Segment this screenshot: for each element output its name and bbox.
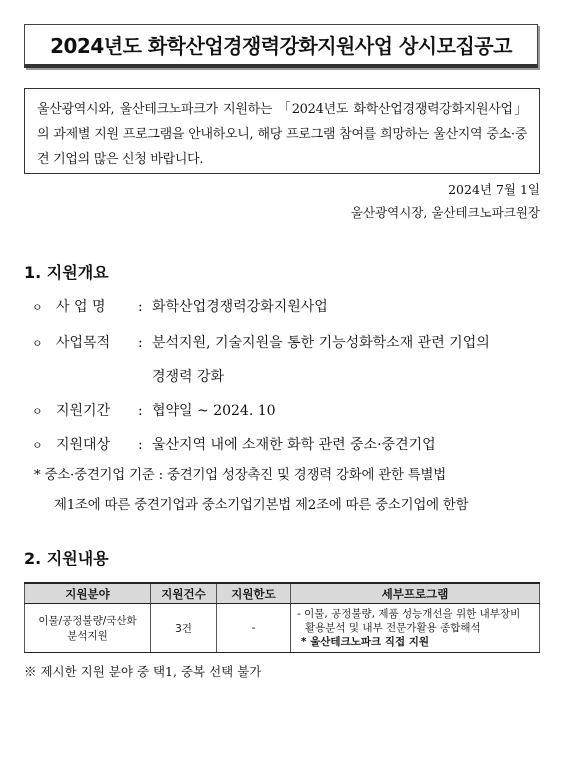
cell-count: 3건: [151, 604, 217, 653]
item-label: 사 업 명: [56, 299, 106, 315]
item-label: 사업목적: [56, 335, 111, 351]
criteria-note-line1: * 중소·중견기업 기준 : 중견기업 성장촉진 및 경쟁력 강화에 관한 특별법: [34, 468, 447, 483]
support-table: [24, 582, 540, 653]
bullet-icon: ㅇ: [32, 439, 43, 452]
item-value: 협약일 ~ 2024. 10: [152, 403, 276, 419]
overview-item-target: ㅇ 지원대상 : 울산지역 내에 소재한 화학 관련 중소·중견기업: [32, 434, 436, 454]
intro-box: 울산광역시와, 울산테크노파크가 지원하는 「2024년도 화학산업경쟁력강화지원사업」의 과제별 지원 프로그램을 안내하오니, 해당 프로그램 참여를 희망하는 울산지역 중소·중견 기업의 많은 신청 바랍니다.: [24, 88, 540, 174]
announcement-date: 2024년 7월 1일: [448, 182, 540, 197]
item-value: 화학산업경쟁력강화지원사업: [152, 299, 328, 315]
cell-field: 이물/공정불량/국산화 분석지원: [25, 604, 151, 653]
bullet-icon: ㅇ: [32, 301, 43, 314]
table-row: [25, 604, 540, 653]
col-header: 지원한도: [217, 583, 291, 604]
bullet-icon: ㅇ: [32, 337, 43, 350]
item-label: 지원대상: [56, 437, 111, 453]
title-box: [24, 24, 538, 68]
item-value: 울산지역 내에 소재한 화학 관련 중소·중견기업: [152, 437, 436, 453]
selection-footnote: ※ 제시한 지원 분야 중 택1, 중복 선택 불가: [24, 664, 262, 679]
bullet-icon: ㅇ: [32, 405, 43, 418]
page-title: 2024년도 화학산업경쟁력강화지원사업 상시모집공고: [50, 34, 512, 58]
cell-detail: - 이물, 공정불량, 제품 성능개선을 위한 내부장비 활용분석 및 내부 전문가활용 종합해석 * 울산테크노파크 직접 지원: [291, 604, 540, 653]
section-heading-content: 2. 지원내용: [24, 549, 109, 568]
col-header: 지원분야: [25, 583, 151, 604]
cell-limit: -: [217, 604, 291, 653]
item-label: 지원기간: [56, 403, 111, 419]
section-heading-overview: 1. 지원개요: [24, 263, 109, 282]
overview-item-name: ㅇ 사 업 명 : 화학산업경쟁력강화지원사업: [32, 296, 328, 316]
signer: 울산광역시장, 울산테크노파크원장: [350, 205, 540, 220]
item-value: 분석지원, 기술지원을 통한 기능성화학소재 관련 기업의: [152, 335, 490, 351]
overview-item-period: ㅇ 지원기간 : 협약일 ~ 2024. 10: [32, 400, 276, 420]
col-header: 지원건수: [151, 583, 217, 604]
table-header-row: [25, 583, 540, 604]
col-header: 세부프로그램: [291, 583, 540, 604]
criteria-note-line2: 제1조에 따른 중견기업과 중소기업기본법 제2조에 따른 중소기업에 한함: [54, 498, 469, 513]
item-value-continued: 경쟁력 강화: [152, 369, 225, 385]
overview-item-purpose: ㅇ 사업목적 : 분석지원, 기술지원을 통한 기능성화학소재 관련 기업의: [32, 332, 490, 352]
